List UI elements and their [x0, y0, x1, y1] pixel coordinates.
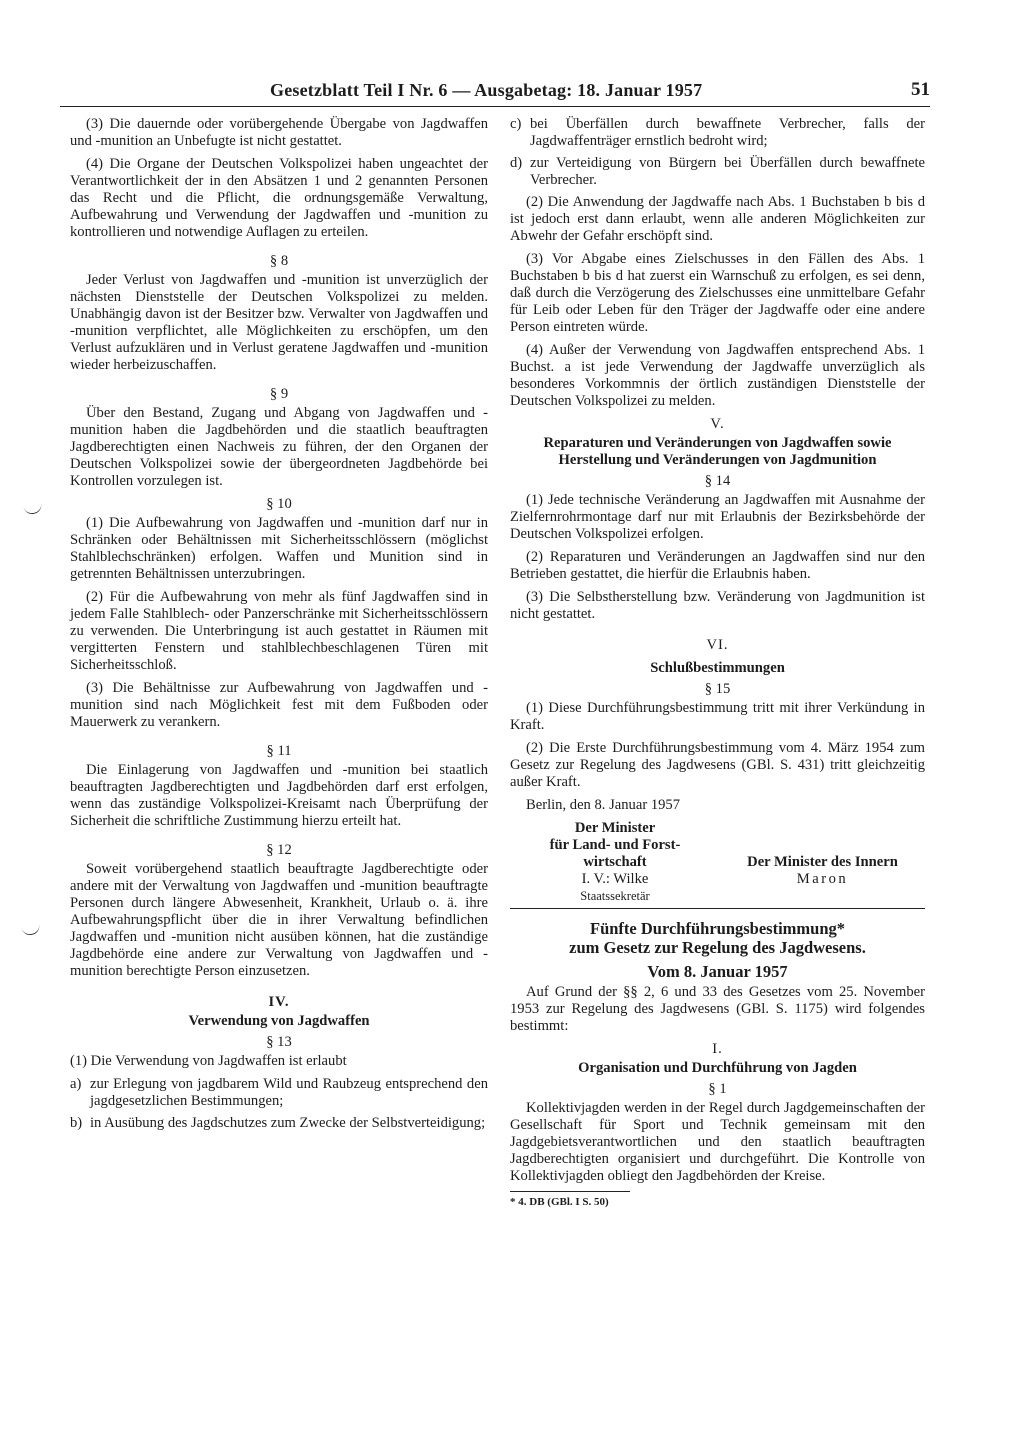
- paragraph: (2) Reparaturen und Veränderungen an Jagdwaffen sind nur den Betrieben gestattet, die hierfür die Erlaubnis haben.: [510, 549, 925, 582]
- list-label: b): [70, 1115, 83, 1131]
- regulation-date: Vom 8. Januar 1957: [647, 962, 788, 981]
- list-item: [70, 1115, 488, 1132]
- paragraph: Jeder Verlust von Jagdwaffen und -munition ist unverzüglich der nächsten Dienststelle der Deutschen Volkspolizei zu melden. Unabhängig davon ist der Besitzer bzw. Verwalter von Jagdwaffen und -munition verpflichtet, alle Möglichkeiten zu erschöpfen, um den Verlust aufzuklären und in Verlust geratene Jagdwaffen und -munition wieder herbeizuschaffen.: [70, 272, 488, 373]
- part-title: Reparaturen und Veränderungen von Jagdwaffen sowie Herstellung und Veränderungen von Jagdmunition: [543, 435, 892, 468]
- section-heading: § 10: [266, 496, 292, 512]
- left-column: [70, 116, 488, 1137]
- header-title: Gesetzblatt Teil I Nr. 6 — Ausgabetag: 18. Januar 1957: [270, 80, 703, 100]
- margin-mark: [23, 501, 43, 516]
- place-date: Berlin, den 8. Januar 1957: [526, 797, 681, 813]
- footnote-divider: [510, 1191, 630, 1192]
- signature-agriculture-minister: [530, 820, 700, 905]
- section-heading: § 8: [269, 253, 289, 269]
- section-heading: § 14: [704, 473, 731, 489]
- paragraph: (2) Die Anwendung der Jagdwaffe nach Abs. 1 Buchstaben b bis d ist jedoch erst dann erlaubt, wenn alle anderen Möglichkeiten zur Abwehr der Gefahr erschöpft sind.: [510, 194, 925, 244]
- paragraph: (3) Die Behältnisse zur Aufbewahrung von Jagdwaffen und -munition sind nach Möglichkeit fest mit dem Fußboden oder Mauerwerk zu verankern.: [70, 680, 488, 730]
- signature-name: Maron: [796, 871, 849, 887]
- paragraph: (2) Für die Aufbewahrung von mehr als fünf Jagdwaffen sind in jedem Falle Stahlblech- oder Panzerschränke mit Sicherheitsschlössern zu verwenden. Die Unterbringung ist auch gestattet in Räumen mit vergitterten Fenstern und stahlblechbeschlagenen Türen mit Sicherheitsschloß.: [70, 589, 488, 673]
- signature-line: Der Minister des Innern: [747, 854, 898, 870]
- margin-mark: [21, 922, 41, 937]
- paragraph: (1) Die Aufbewahrung von Jagdwaffen und -munition darf nur in Schränken oder Behältnissen mit Sicherheitsschlössern (möglichst Stahlblechschränken) erfolgen. Waffen und Munition sind in getrennten Behältnissen unterzubringen.: [70, 515, 488, 582]
- paragraph: (3) Die dauernde oder vorübergehende Übergabe von Jagdwaffen und -munition an Unbefugte ist nicht gestattet.: [70, 116, 488, 149]
- section-heading: § 15: [704, 681, 731, 697]
- list-text: zur Verteidigung von Bürgern bei Überfällen durch bewaffnete Verbrecher.: [530, 155, 925, 188]
- list-text: bei Überfällen durch bewaffnete Verbrecher, falls der Jagdwaffenträger ernstlich bedroht wird;: [530, 116, 925, 149]
- section-divider: [510, 908, 925, 909]
- list-label: a): [70, 1076, 82, 1092]
- preamble: Auf Grund der §§ 2, 6 und 33 des Gesetzes vom 25. November 1953 zur Regelung des Jagdwesens (GBl. S. 1175) wird folgendes bestimmt:: [510, 984, 925, 1034]
- paragraph: Über den Bestand, Zugang und Abgang von Jagdwaffen und -munition haben die Jagdbehörden und die staatlich beauftragten Jagdberechtigten einen Nachweis zu führen, der den Organen der Deutschen Volkspolizei sowie der übergeordneten Jagdbehörde bei Kontrollen vorzulegen ist.: [70, 405, 488, 489]
- paragraph: Die Einlagerung von Jagdwaffen und -munition bei staatlich beauftragten Jagdberechtigten und Jagdbehörden darf erst erfolgen, wenn das zuständige Volkspolizei-Kreisamt nach Überprüfung der Sicherheit die schriftliche Zustimmung hierzu erteilt hat.: [70, 762, 488, 829]
- section-heading: § 13: [266, 1034, 292, 1050]
- signature-line: Der Minister: [574, 820, 656, 836]
- paragraph: (1) Jede technische Veränderung an Jagdwaffen mit Ausnahme der Zielfernrohrmontage darf nur mit Erlaubnis der Bezirksbehörde der Deutschen Volkspolizei erfolgen.: [510, 492, 925, 542]
- list-text: zur Erlegung von jagdbarem Wild und Raubzeug entsprechend den jagdgesetzlichen Bestimmungen;: [90, 1076, 488, 1109]
- section-heading: § 1: [708, 1081, 727, 1097]
- signature-block: [510, 820, 925, 903]
- section-heading: § 11: [266, 743, 292, 759]
- regulation-subtitle: zum Gesetz zur Regelung des Jagdwesens.: [569, 938, 866, 957]
- paragraph: (1) Diese Durchführungsbestimmung tritt mit ihrer Verkündung in Kraft.: [510, 700, 925, 733]
- part-number: I.: [712, 1041, 723, 1057]
- part-title: Schlußbestimmungen: [650, 660, 785, 676]
- list-item: [510, 155, 925, 189]
- part-title: Verwendung von Jagdwaffen: [188, 1013, 370, 1029]
- paragraph: (3) Vor Abgabe eines Zielschusses in den Fällen des Abs. 1 Buchstaben b bis d hat zuerst ein Warnschuß zu erfolgen, es sei denn, daß durch die Verzögerung des Zielschusses eine unmittelbare Gefahr für Leib oder Leben für den Träger der Jagdwaffe oder eine andere Person eintreten würde.: [510, 251, 925, 335]
- paragraph: (2) Die Erste Durchführungsbestimmung vom 4. März 1954 zum Gesetz zur Regelung des Jagdwesens (GBl. S. 431) tritt gleichzeitig außer Kraft.: [510, 740, 925, 790]
- paragraph: Kollektivjagden werden in der Regel durch Jagdgemeinschaften der Gesellschaft für Sport und Technik gemeinsam mit den Jagdgebietsverantwortlichen und den staatlich beauftragten Jagdberechtigten organisiert und durchgeführt. Die Kontrolle von Kollektivjagden obliegt den Jagdbehörden der Kreise.: [510, 1100, 925, 1184]
- paragraph: (4) Die Organe der Deutschen Volkspolizei haben ungeachtet der Verantwortlichkeit der in den Absätzen 1 und 2 genannten Personen das Recht und die Pflicht, die ordnungsgemäße Verwaltung, Aufbewahrung und Verwendung der Jagdwaffen und -munition zu kontrollieren und notwendige Auflagen zu erteilen.: [70, 156, 488, 240]
- list-item: [70, 1076, 488, 1110]
- list-label: c): [510, 116, 522, 132]
- section-heading: § 12: [266, 842, 292, 858]
- regulation-title: Fünfte Durchführungsbestimmung*: [589, 919, 846, 938]
- signature-line: für Land- und Forst-: [549, 837, 681, 853]
- list-item: [510, 116, 925, 150]
- part-number: V.: [710, 416, 725, 432]
- paragraph: Soweit vorübergehend staatlich beauftragte Jagdberechtigte oder andere mit der Verwaltung von Jagdwaffen und -munition beauftragte Personen durch längere Abwesenheit, Krankheit, Urlaub o. ä. ihre Aufbewahrungspflicht über die in ihrer Verwaltung befindlichen Jagdwaffen und -munition nicht ausüben können, hat die zuständige Jagdbehörde eine andere zur Verwaltung von Jagdwaffen und -munition berechtigte Person einzusetzen.: [70, 861, 488, 979]
- signature-role: Staatssekretär: [580, 889, 650, 903]
- list-label: d): [510, 155, 523, 171]
- page-header: [60, 80, 930, 107]
- paragraph: (3) Die Selbstherstellung bzw. Veränderung von Jagdmunition ist nicht gestattet.: [510, 589, 925, 622]
- signature-name: I. V.: Wilke: [581, 871, 649, 887]
- paragraph: (1) Die Verwendung von Jagdwaffen ist erlaubt: [70, 1053, 347, 1069]
- page-number: 51: [911, 79, 930, 100]
- footnote: * 4. DB (GBl. I S. 50): [510, 1196, 609, 1208]
- right-column: [510, 116, 925, 1211]
- list-text: in Ausübung des Jagdschutzes zum Zwecke der Selbstverteidigung;: [90, 1115, 486, 1131]
- section-heading: § 9: [269, 386, 289, 402]
- part-number: IV.: [268, 994, 290, 1010]
- paragraph: (4) Außer der Verwendung von Jagdwaffen entsprechend Abs. 1 Buchst. a ist jede Verwendung der Jagdwaffe unverzüglich als besonderes Vorkommnis der örtlich zuständigen Dienststelle der Deutschen Volkspolizei zu melden.: [510, 342, 925, 409]
- signature-line: wirtschaft: [583, 854, 647, 870]
- part-title: Organisation und Durchführung von Jagden: [578, 1060, 857, 1076]
- signature-interior-minister: [720, 854, 925, 888]
- part-number: VI.: [706, 637, 729, 653]
